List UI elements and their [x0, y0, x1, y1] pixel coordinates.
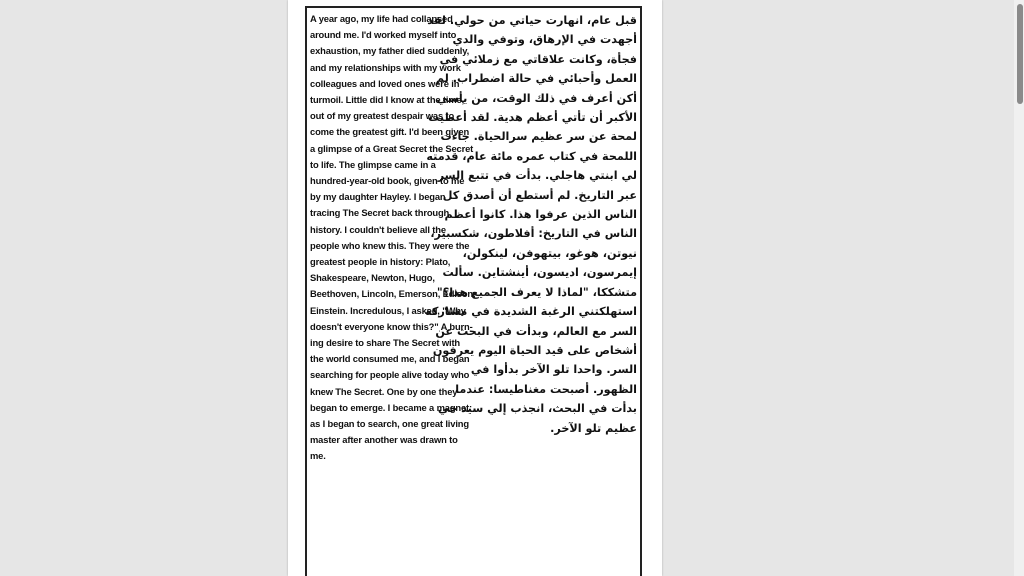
english-text-line: out of my greatest despair was to — [310, 110, 455, 122]
page-border-frame — [305, 6, 642, 576]
english-text-line: began to emerge. I became a magnet: — [310, 401, 472, 413]
arabic-text-line: السر مع العالم، وبدأت في البحث عن — [435, 324, 637, 338]
english-text-line: to life. The glimpse came in a — [310, 158, 436, 170]
english-text-line: people who knew this. They were the — [310, 239, 470, 251]
english-text-line: Shakespeare, Newton, Hugo, — [310, 272, 435, 284]
arabic-text-line: عظيم تلو الآخر. — [550, 421, 637, 435]
arabic-text-column — [425, 11, 637, 438]
vertical-scrollbar[interactable] — [1014, 0, 1024, 576]
arabic-text-line: الظهور. أصبحت مغناطيسا: عندما — [455, 382, 637, 396]
english-text-line: hundred-year-old book, given to me — [310, 175, 465, 187]
arabic-text-line: العمل وأحبائي في حالة اضطراب. لم — [435, 72, 637, 86]
arabic-text-line: أكن أعرف في ذلك الوقت، من يأسي — [436, 91, 637, 105]
document-page — [288, 0, 662, 576]
arabic-text-line: الأكبر أن تأتي أعظم هدية. لقد أعطيت — [428, 111, 637, 125]
arabic-text-line: السر. واحدا تلو الآخر بدأوا في — [470, 363, 637, 377]
arabic-text-line: الناس في التاريخ: أفلاطون، شكسبير، — [430, 227, 637, 241]
english-text-line: the world consumed me, and I began — [310, 353, 470, 365]
arabic-text-line: استهلكتني الرغبة الشديدة في مشاركة — [425, 305, 637, 319]
arabic-text-line: أشخاص على قيد الحياة اليوم يعرفون — [432, 343, 637, 357]
arabic-text-line: متشككا، "لماذا لا يعرف الجميع هذا؟" — [436, 285, 637, 299]
english-text-line: Einstein. Incredulous, I asked, "Why — [310, 304, 466, 316]
english-text-line: by my daughter Hayley. I began — [310, 191, 446, 203]
english-text-line: A year ago, my life had collapsed — [310, 13, 453, 24]
arabic-text-line: أجهدت في الإرهاق، وتوفي والدي — [452, 33, 637, 47]
english-text-line: a glimpse of a Great Secret the Secret — [310, 142, 474, 154]
english-text-line: Beethoven, Lincoln, Emerson, Edison, — [310, 288, 476, 300]
english-text-line: colleagues and loved ones were in — [310, 77, 460, 89]
arabic-text-line: الناس الذين عرفوا هذا. كانوا أعظم — [444, 208, 637, 222]
english-text-line: searching for people alive today who — [310, 369, 470, 381]
english-text-line: and my relationships with my work — [310, 61, 461, 73]
english-text-line: turmoil. Little did I know at the time, — [310, 94, 465, 106]
english-text-line: around me. I'd worked myself into — [310, 29, 457, 41]
arabic-text-line: فجأة، وكانت علاقاتي مع زملائي في — [439, 52, 637, 66]
arabic-text-line: اللمحة في كتاب عمره مائة عام، قدمته — [426, 149, 637, 163]
english-text-line: come the greatest gift. I'd been given — [310, 126, 470, 138]
english-text-line: history. I couldn't believe all the — [310, 223, 446, 235]
english-text-line: knew The Secret. One by one they — [310, 385, 458, 397]
english-text-line: greatest people in history: Plato, — [310, 256, 451, 268]
english-text-line: master after another was drawn to — [310, 434, 458, 446]
arabic-text-line: قبل عام، انهارت حياتي من حولي. لقد — [427, 14, 637, 27]
arabic-text-line: بدأت في البحث، انجذب إلي سيد حي — [437, 402, 637, 416]
english-text-line: as I began to search, one great living — [310, 418, 469, 430]
english-text-line: exhaustion, my father died suddenly, — [310, 45, 470, 57]
english-text-line: doesn't everyone know this?" A burn- — [310, 320, 473, 332]
arabic-text-line: لي ابنتي هاجلي. بدأت في تتبع السر — [437, 169, 637, 183]
english-text-line: tracing The Secret back through — [310, 207, 450, 219]
arabic-text-line: إيمرسون، اديسون، أينشتاين. سألت — [442, 266, 637, 280]
arabic-text-line: نيوتن، هوغو، بيتهوفن، لينكولن، — [462, 246, 637, 260]
arabic-text-line: عبر التاريخ. لم أستطع أن أصدق كل — [442, 188, 637, 202]
scrollbar-thumb[interactable] — [1017, 4, 1023, 104]
english-text-line: me. — [310, 450, 326, 462]
arabic-text-line: لمحة عن سر عظيم سرالحياة. جاءت — [440, 130, 637, 144]
english-text-line: ing desire to share The Secret with — [310, 337, 461, 349]
